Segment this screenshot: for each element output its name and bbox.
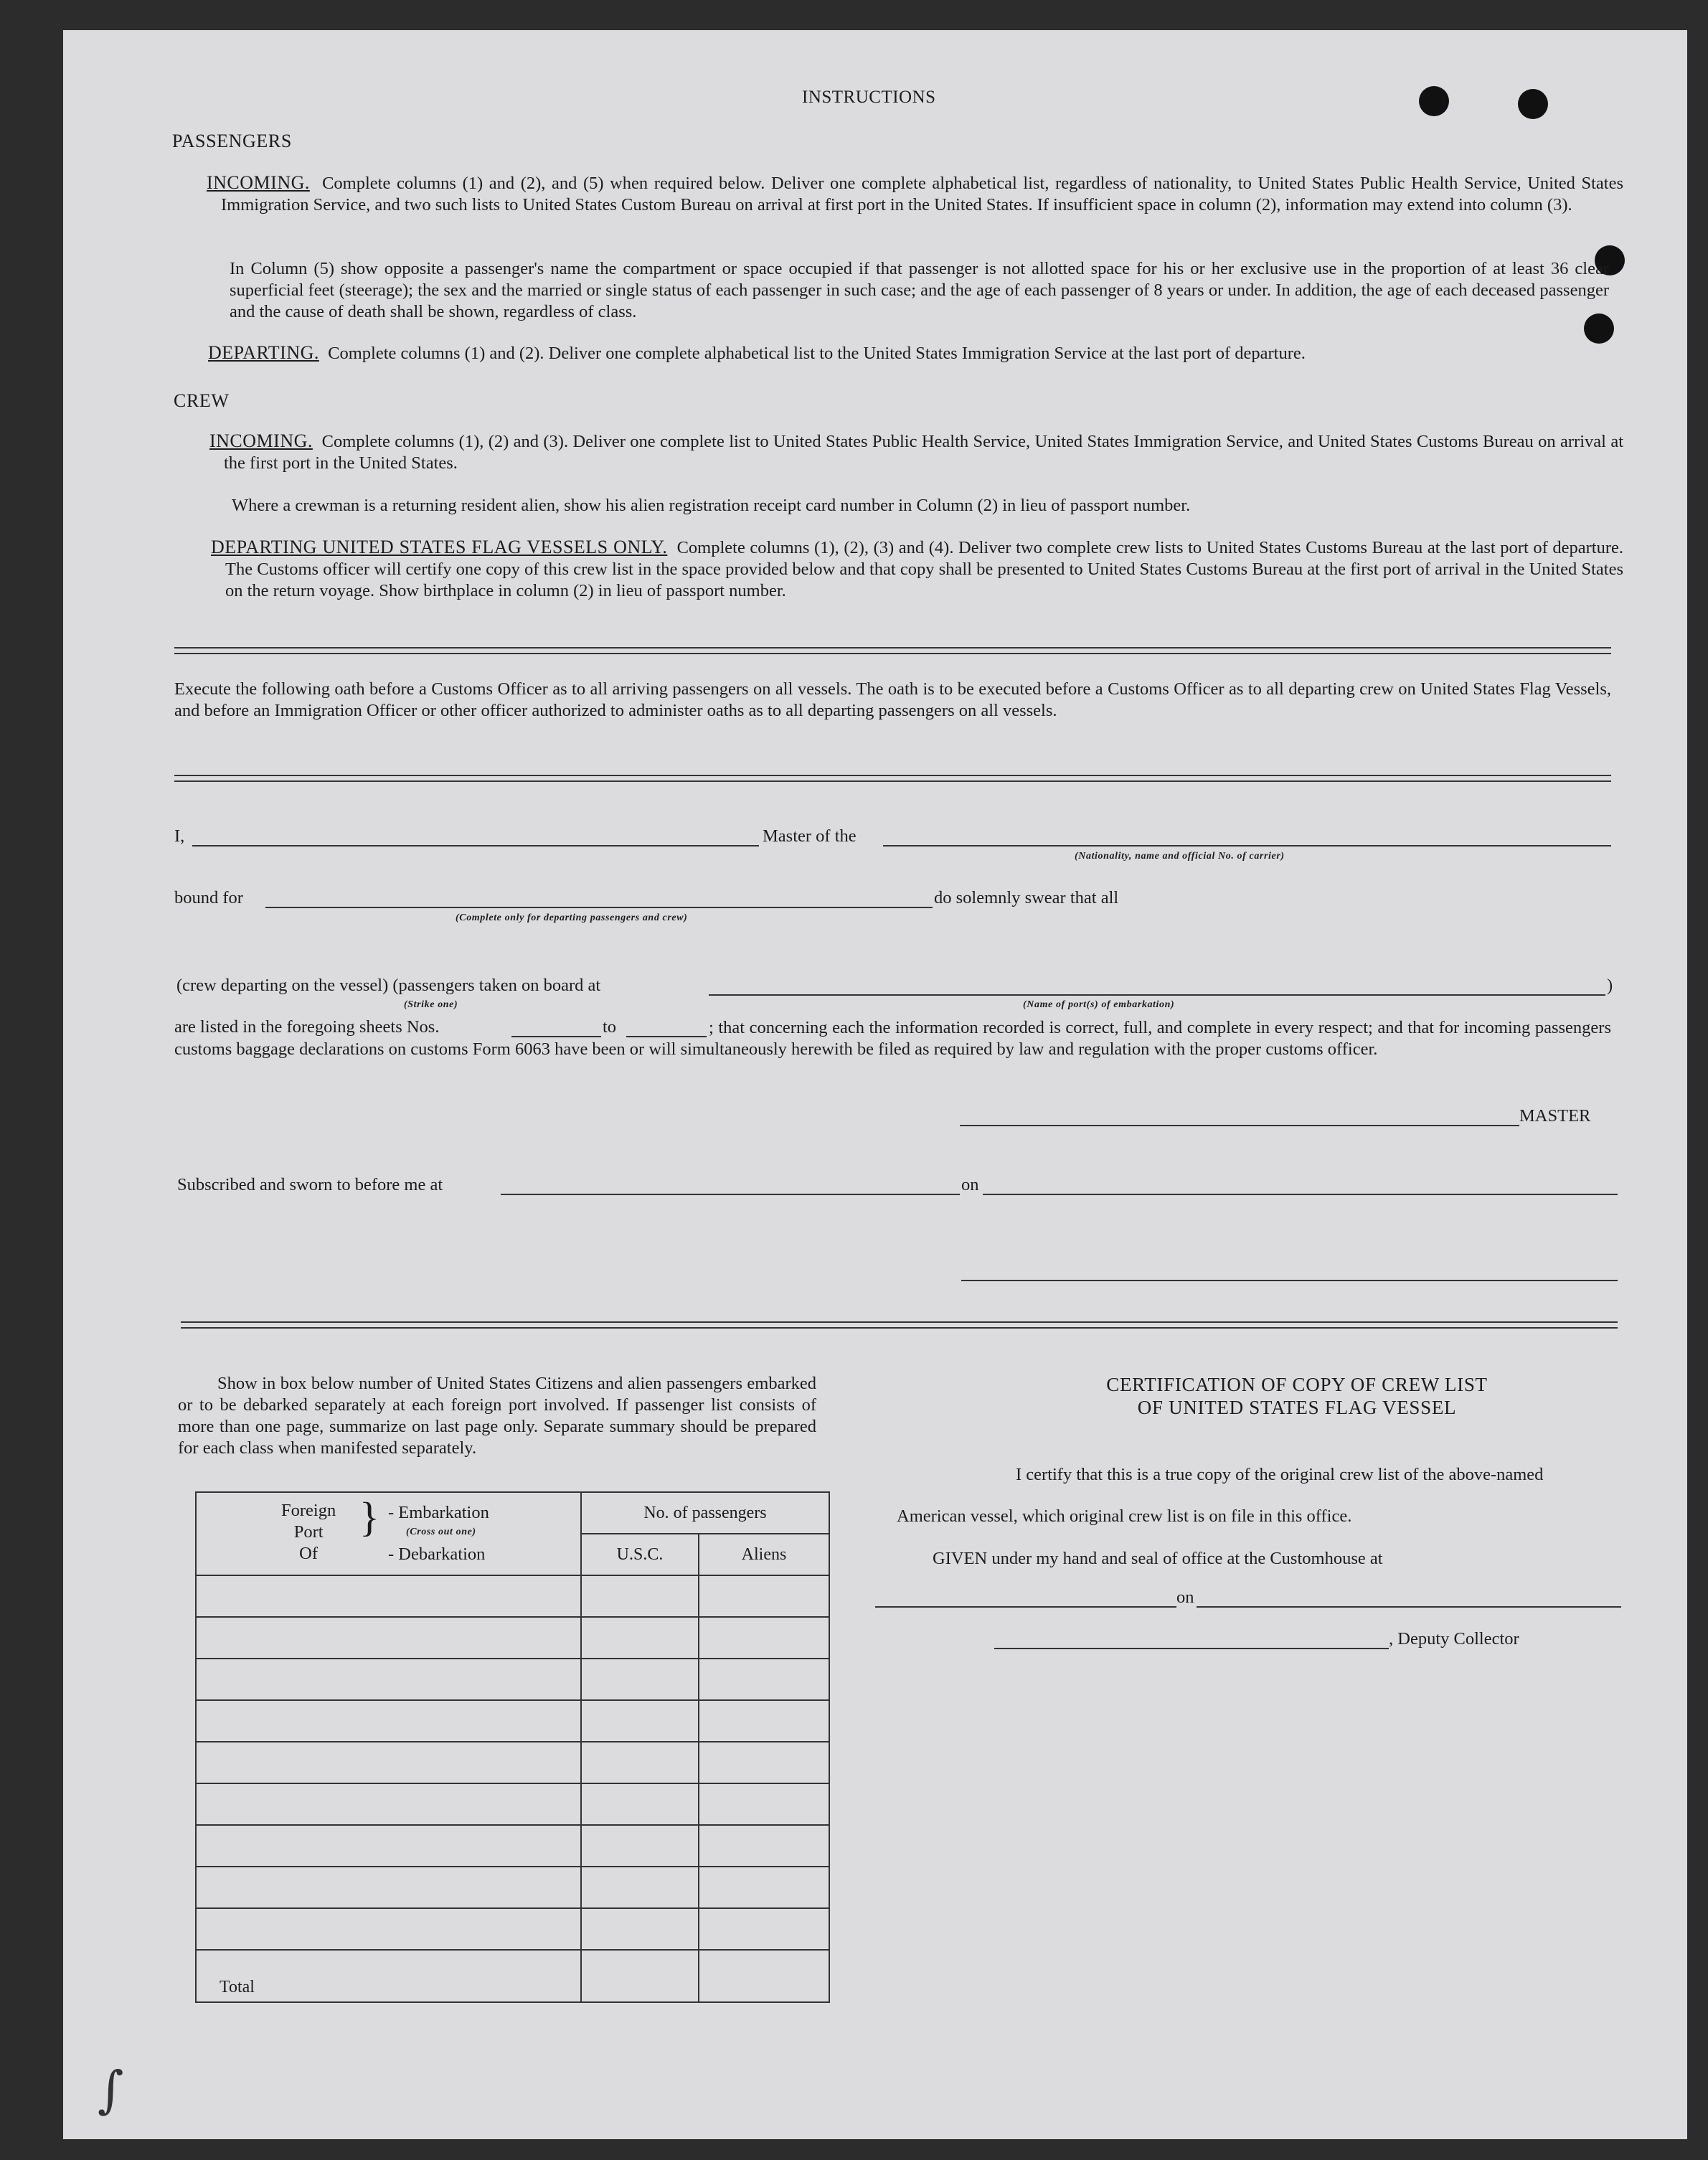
crew-incoming-label: INCOMING. [209, 430, 313, 451]
table-row [196, 1867, 829, 1908]
crew-alien-paragraph: Where a crewman is a returning resident alien, show his alien registration receipt card number in Column (2) in lieu of passport number. [232, 496, 1191, 515]
table-row [196, 1617, 829, 1659]
divider [181, 1321, 1618, 1329]
listed-rest: ; that concerning each the information recorded is correct, full, and complete in every respect; and that for incoming passengers customs baggage declarations on customs Form 6063 have been or will simultaneously herewith be filed as required by law and regulation with the proper customs officer. [174, 1018, 1611, 1059]
master-signature-field[interactable] [960, 1125, 1519, 1126]
usc-cell[interactable] [581, 1825, 699, 1867]
aliens-cell[interactable] [699, 1659, 829, 1700]
certification-date-field[interactable] [1197, 1606, 1621, 1608]
port-cell[interactable] [196, 1617, 581, 1659]
usc-cell[interactable] [581, 1867, 699, 1908]
ports-note: (Name of port(s) of embarkation) [1023, 999, 1175, 1010]
close-paren: ) [1607, 976, 1613, 995]
deputy-collector-label: , Deputy Collector [1389, 1629, 1519, 1649]
oath-intro: Execute the following oath before a Customs Officer as to all arriving passengers on all vessels. The oath is to be executed before a Customs Officer as to all departing crew on United States Flag Vessels, and before an Immigration Officer or other officer authorized to administer oaths as to all departing passengers on all vessels. [174, 679, 1611, 720]
aliens-cell[interactable] [699, 1825, 829, 1867]
solemnly-swear-label: do solemnly swear that all [934, 888, 1119, 907]
summary-instructions: Show in box below number of United States Citizens and alien passengers embarked or to be debarked separately at each foreign port involved. If passenger list consists of more than one page, summarize on last page only. Separate summary should be prepared for each class when manifested separately. [178, 1374, 816, 1458]
port-cell[interactable] [196, 1575, 581, 1617]
sworn-place-field[interactable] [501, 1194, 960, 1195]
table-row [196, 1742, 829, 1783]
deputy-collector-signature-field[interactable] [994, 1648, 1389, 1649]
port-cell[interactable] [196, 1908, 581, 1950]
usc-cell[interactable] [581, 1700, 699, 1742]
passengers-incoming-paragraph [207, 172, 1623, 216]
divider [174, 775, 1611, 782]
table-row [196, 1783, 829, 1825]
total-label-cell [196, 1950, 581, 2002]
bound-for-label: bound for [174, 888, 243, 907]
crew-departing-label: DEPARTING UNITED STATES FLAG VESSELS ONLY. [211, 537, 668, 557]
aliens-cell[interactable] [699, 1700, 829, 1742]
customhouse-field[interactable] [875, 1606, 1176, 1608]
port-cell[interactable] [196, 1700, 581, 1742]
certification-line2: American vessel, which original crew list is on file in this office. [897, 1506, 1352, 1526]
port-header-cell [196, 1492, 581, 1575]
table-row [196, 1659, 829, 1700]
passengers-heading: PASSENGERS [172, 131, 292, 151]
passengers-departing-text: Complete columns (1) and (2). Deliver one complete alphabetical list to the United States Immigration Service at the last port of departure. [328, 344, 1306, 363]
table-row [196, 1575, 829, 1617]
punch-hole [1419, 86, 1449, 116]
bound-for-field[interactable] [265, 907, 933, 908]
crew-departing-label: (crew departing on the vessel) (passengers taken on board at [176, 976, 601, 995]
master-of-the-label: Master of the [763, 826, 857, 846]
officer-signature-field[interactable] [961, 1280, 1618, 1281]
embarkation-option[interactable]: - Embarkation [388, 1503, 489, 1522]
listed-prefix: are listed in the foregoing sheets Nos. [174, 1017, 440, 1037]
certification-on-word: on [1176, 1588, 1194, 1607]
passengers-incoming-text: Complete columns (1) and (2), and (5) when required below. Deliver one complete alphabetical list, regardless of nationality, to United States Public Health Service, United States Immigration Service, and two such lists to United States Custom Bureau on arrival at first port in the United States. If insufficient space in column (2), information may extend into column (3). [221, 174, 1623, 214]
aliens-cell[interactable] [699, 1575, 829, 1617]
port-cell[interactable] [196, 1825, 581, 1867]
port-cell[interactable] [196, 1783, 581, 1825]
handwritten-mark: ∫ [98, 2060, 124, 2119]
table-row [196, 1908, 829, 1950]
oath-i-label: I, [174, 826, 185, 846]
strike-one-note: (Strike one) [404, 999, 458, 1010]
cross-out-note: (Cross out one) [406, 1527, 476, 1537]
nationality-note: (Nationality, name and official No. of carrier) [1075, 851, 1285, 862]
usc-cell[interactable] [581, 1908, 699, 1950]
aliens-cell[interactable] [699, 1783, 829, 1825]
subscribed-label: Subscribed and sworn to before me at [177, 1175, 443, 1194]
complete-only-note: (Complete only for departing passengers and crew) [456, 912, 688, 923]
port-cell[interactable] [196, 1659, 581, 1700]
aliens-cell[interactable] [699, 1908, 829, 1950]
master-name-field[interactable] [192, 845, 759, 846]
crew-incoming-paragraph [209, 430, 1623, 474]
passengers-departing-label: DEPARTING. [208, 342, 319, 363]
aliens-total-cell[interactable] [699, 1950, 829, 2002]
port-label: Port [293, 1522, 324, 1542]
crew-incoming-text: Complete columns (1), (2) and (3). Deliver one complete list to United States Public Health Service, United States Immigration Service, and United States Customs Bureau on arrival at the first port in the United States. [224, 432, 1624, 473]
aliens-cell[interactable] [699, 1867, 829, 1908]
carrier-field[interactable] [883, 845, 1611, 846]
certification-title-line2: OF UNITED STATES FLAG VESSEL [1137, 1397, 1457, 1418]
usc-header: U.S.C. [581, 1534, 699, 1575]
passengers-column5-paragraph: In Column (5) show opposite a passenger's name the compartment or space occupied if that passenger is not allotted space for his or her exclusive use in the proportion of at least 36 clear superficial feet (steerage); the sex and the married or single status of each passenger in such case; and the age of each passenger of 8 years or under. In addition, the age of each deceased passenger and the cause of death shall be shown, regardless of class. [230, 259, 1609, 321]
instructions-title: INSTRUCTIONS [802, 88, 936, 107]
punch-hole [1518, 89, 1548, 119]
certification-line1: I certify that this is a true copy of the original crew list of the above-named [1016, 1465, 1544, 1484]
crew-departing-text: Complete columns (1), (2), (3) and (4). Deliver two complete crew lists to United States Customs Bureau at the last port of departure. The Customs officer will certify one copy of this crew list in the space provided below and that copy shall be presented to United States Customs Bureau at the first port of arrival in the United States on the return voyage. Show birthplace in column (2) in lieu of passport number. [225, 538, 1623, 600]
embarkation-ports-field[interactable] [709, 994, 1605, 996]
usc-cell[interactable] [581, 1575, 699, 1617]
usc-cell[interactable] [581, 1783, 699, 1825]
form-page [63, 30, 1687, 2139]
certification-title [989, 1373, 1605, 1419]
usc-total-cell[interactable] [581, 1950, 699, 2002]
usc-cell[interactable] [581, 1617, 699, 1659]
no-passengers-header: No. of passengers [581, 1492, 829, 1534]
of-label: Of [299, 1544, 319, 1563]
brace-icon: } [359, 1494, 379, 1540]
port-cell[interactable] [196, 1742, 581, 1783]
certification-title-line1: CERTIFICATION OF COPY OF CREW LIST [1106, 1374, 1488, 1395]
table-row [196, 1825, 829, 1867]
passengers-incoming-label: INCOMING. [207, 172, 310, 193]
master-label: MASTER [1519, 1106, 1591, 1126]
usc-cell[interactable] [581, 1742, 699, 1783]
to-word: to [603, 1017, 617, 1037]
debarkation-option[interactable]: - Debarkation [388, 1544, 486, 1564]
crew-departing-paragraph [211, 537, 1623, 602]
certification-line3: GIVEN under my hand and seal of office at the Customhouse at [933, 1549, 1383, 1568]
foreign-label: Foreign [281, 1501, 336, 1520]
on-word: on [961, 1175, 979, 1194]
crew-heading: CREW [174, 390, 230, 411]
divider [174, 647, 1611, 654]
table-row [196, 1700, 829, 1742]
usc-cell[interactable] [581, 1659, 699, 1700]
passengers-departing-paragraph [208, 342, 1609, 364]
sworn-date-field[interactable] [983, 1194, 1618, 1195]
total-label: Total [220, 1978, 255, 1996]
aliens-header: Aliens [699, 1534, 829, 1575]
port-cell[interactable] [196, 1867, 581, 1908]
aliens-cell[interactable] [699, 1617, 829, 1659]
passenger-summary-table [195, 1491, 830, 2003]
total-row [196, 1950, 829, 2002]
aliens-cell[interactable] [699, 1742, 829, 1783]
